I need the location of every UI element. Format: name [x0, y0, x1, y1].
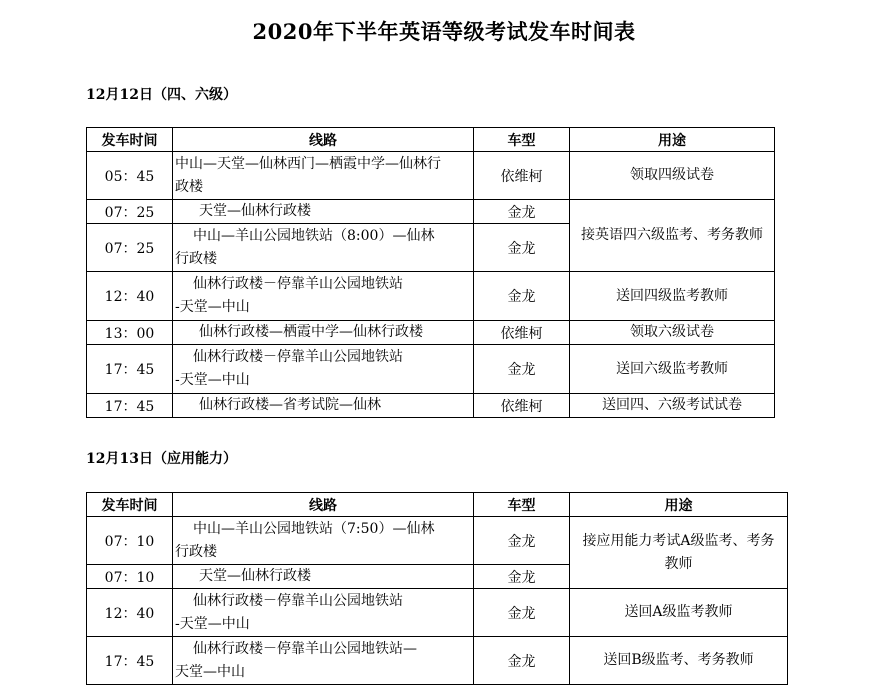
bus-type: 金龙: [474, 565, 570, 589]
bus-type: 金龙: [474, 637, 570, 685]
departure-time: 13：00: [87, 321, 173, 345]
route-cell: [173, 224, 474, 272]
bus-type: 依维柯: [474, 394, 570, 418]
purpose: 送回B级监考、考务教师: [570, 637, 788, 685]
route-line-2: 行政楼: [175, 250, 217, 267]
departure-time: 05：45: [87, 152, 173, 200]
departure-time: 17：45: [87, 345, 173, 394]
route-cell: [173, 589, 474, 637]
route-line-1: 仙林行政楼－停靠羊山公园地铁站: [193, 276, 403, 292]
column-header-time: 发车时间: [87, 128, 173, 152]
table-row: [87, 589, 788, 637]
route-line-1: 仙林行政楼－停靠羊山公园地铁站: [193, 592, 403, 609]
route-cell: 仙林行政楼—省考试院—仙林: [173, 394, 474, 418]
route-line-1: 中山—羊山公园地铁站（8:00）—仙林: [193, 227, 435, 244]
table-row: [87, 200, 775, 224]
route-cell: [173, 152, 474, 200]
table-row: [87, 637, 788, 685]
column-header-route: 线路: [173, 128, 474, 152]
column-header-purpose: 用途: [570, 128, 775, 152]
section-heading-dec12: 12月12日（四、六级）: [86, 87, 237, 103]
section-heading-dec13: 12月13日（应用能力）: [86, 451, 237, 467]
table-row: [87, 272, 775, 321]
route-cell: 天堂—仙林行政楼: [173, 200, 474, 224]
page-title: 2020年下半年英语等级考试发车时间表: [252, 19, 636, 44]
departure-time: 12：40: [87, 272, 173, 321]
table-row: [87, 394, 775, 418]
purpose: 送回六级监考教师: [570, 345, 775, 394]
route-line-1: 仙林行政楼－停靠羊山公园地铁站: [193, 349, 403, 365]
column-header-route: 线路: [173, 493, 474, 517]
bus-type: 金龙: [474, 517, 570, 565]
bus-type: 金龙: [474, 589, 570, 637]
bus-type: 金龙: [474, 272, 570, 321]
route-cell: [173, 517, 474, 565]
route-line-1: 仙林行政楼－停靠羊山公园地铁站—: [193, 640, 417, 657]
schedule-table-dec13: [86, 492, 788, 685]
departure-time: 07：25: [87, 200, 173, 224]
bus-type: 金龙: [474, 224, 570, 272]
purpose: 领取四级试卷: [570, 152, 775, 200]
route-cell: [173, 637, 474, 685]
departure-time: 17：45: [87, 637, 173, 685]
departure-time: 12：40: [87, 589, 173, 637]
column-header-bus: 车型: [474, 493, 570, 517]
route-line-2: -天堂—中山: [175, 615, 250, 632]
route-line-2: 政楼: [175, 178, 203, 195]
purpose: 领取六级试卷: [570, 321, 775, 345]
departure-time: 07：25: [87, 224, 173, 272]
purpose: 送回四级监考教师: [570, 272, 775, 321]
route-line-2: 天堂—中山: [175, 663, 245, 680]
route-line-1: 中山—天堂—仙林西门—栖霞中学—仙林行: [175, 155, 441, 172]
table-row: [87, 321, 775, 345]
bus-type: 金龙: [474, 200, 570, 224]
table-row: [87, 152, 775, 200]
bus-type: 依维柯: [474, 321, 570, 345]
departure-time: 07：10: [87, 565, 173, 589]
bus-type: 依维柯: [474, 152, 570, 200]
route-line-2: 行政楼: [175, 543, 217, 560]
departure-time: 07：10: [87, 517, 173, 565]
table-header-row: [87, 493, 788, 517]
purpose: 接英语四六级监考、考务教师: [570, 200, 775, 272]
schedule-table-dec12: [86, 127, 775, 418]
column-header-time: 发车时间: [87, 493, 173, 517]
route-line-2: -天堂—中山: [175, 372, 250, 388]
route-cell: 天堂—仙林行政楼: [173, 565, 474, 589]
purpose: 送回四、六级考试试卷: [570, 394, 775, 418]
table-header-row: [87, 128, 775, 152]
purpose: 接应用能力考试A级监考、考务教师: [570, 517, 788, 589]
route-cell: [173, 272, 474, 321]
departure-time: 17：45: [87, 394, 173, 418]
route-cell: [173, 345, 474, 394]
table-row: [87, 517, 788, 565]
column-header-bus: 车型: [474, 128, 570, 152]
column-header-purpose: 用途: [570, 493, 788, 517]
bus-type: 金龙: [474, 345, 570, 394]
route-line-2: -天堂—中山: [175, 299, 250, 315]
table-row: [87, 345, 775, 394]
route-line-1: 中山—羊山公园地铁站（7:50）—仙林: [193, 520, 435, 537]
route-cell: 仙林行政楼—栖霞中学—仙林行政楼: [173, 321, 474, 345]
purpose: 送回A级监考教师: [570, 589, 788, 637]
